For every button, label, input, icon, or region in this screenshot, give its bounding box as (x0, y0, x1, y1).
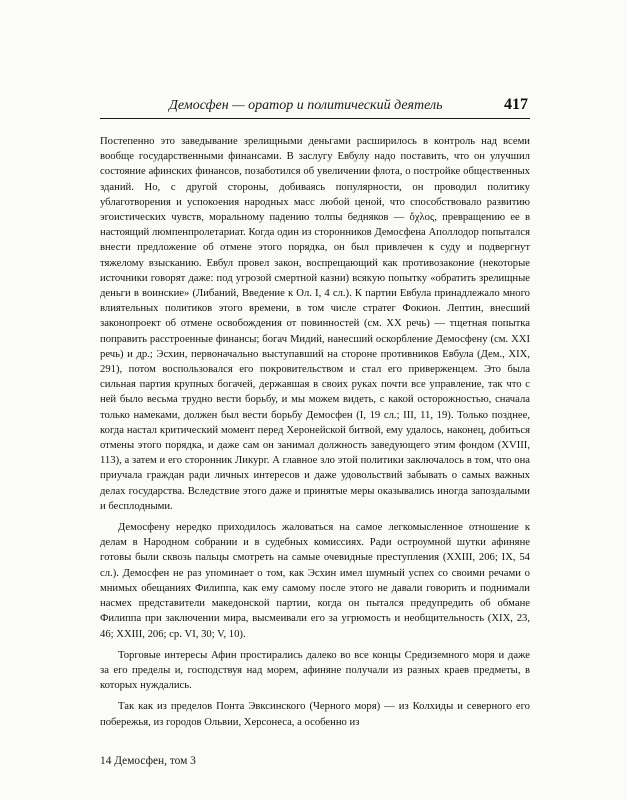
body-text (100, 134, 530, 734)
paragraph: Демосфену нередко приходилось жаловаться на самое легкомысленное отношение к делам в Народном собрании и в судебных комиссиях. Ради остроумной шутки афиняне готовы были сквозь пальцы смотреть на самые очевидные преступления (XXIII, 206; IX, 54 сл.). Демосфен не раз упоминает о том, как Эсхин имел шумный успех со своими речами о мнимых обещаниях Филиппа, как ему самому после этого не давали говорить и поднимали насмех представители македонской партии, когда он пытался предупредить об обмане Филиппа при заключении мира, высмеивали его за угрюмость и необщительность (XIX, 23, 46; XXIII, 206; ср. VI, 30; V, 10). (100, 522, 530, 640)
paragraph: Постепенно это заведывание зрелищными деньгами расширилось в контроль над всеми вообще государственными финансами. В заслугу Евбулу надо поставить, что он улучшил состояние афинских финансов, позаботился об увеличении флота, о постройке общественных зданий. Но, с другой стороны, добиваясь популярности, он проводил политику ублаготворения и успокоения народных масс любой ценой, что способствовало развитию эгоистических чувств, моральному падению толпы бедняков — ὄχλος, превращению ее в настоящий люмпенпролетариат. Когда один из сторонников Демосфена Аполлодор попытался внести предложение об отмене этого порядка, он был привлечен к суду и подвергнут тяжелому взысканию. Евбул провел закон, воспрещающий как противозаконие (некоторые источники говорят даже: под угрозой смертной казни) всякую попытку «обратить зрелищные деньги в воинские» (Либаний, Введение к Ол. I, 4 сл.). К партии Евбула принадлежало много влиятельных политиков этого времени, в том числе стратег Фокион. Лептин, внесший законопроект об отмене освобождения от повинностей (см. XX речь) — тщетная попытка поправить расстроенные финансы; богач Мидий, нанесший оскорбление Демосфену (см. XXI речь) и др.; Эсхин, первоначально выступавший на стороне противников Евбула (Дем., XIX, 291), потом воспользовался его покровительством и стал его приверженцем. Это была сильная партия крупных богачей, державшая в своих руках почти все управление, так что с ней было весьма трудно вести борьбу, и мы можем видеть, с какой осторожностью, сначала только намеками, должен был вести борьбу Демосфен (I, 19 сл.; III, 11, 19). Только позднее, когда настал критический момент перед Херонейской битвой, ему удалось, наконец, добиться отмены этого порядка, и даже сам он занимал должность заведующего этим фондом (XVIII, 113), а затем и его сторонник Ликург. А главное зло этой политики заключалось в том, что она приучала граждан ради личных интересов и даже удовольствий забывать о самых важных делах государства. Вследствие этого даже и принятые меры оказывались иногда запоздалыми и бесплодными. (100, 136, 530, 512)
paragraph: Торговые интересы Афин простирались далеко во все концы Средиземного моря и даже за его пределы и, господствуя над морем, афиняне получали из разных краев предметы, в которых нуждались. (100, 649, 530, 692)
printer-signature: 14 Демосфен, том 3 (100, 755, 196, 767)
paragraph: Так как из пределов Понта Эвксинского (Черного моря) — из Колхиды и северного его побережья, из городов Ольвии, Херсонеса, а особенно из (100, 701, 530, 728)
running-header (100, 96, 530, 119)
running-title: Демосфен — оратор и политический деятель (169, 98, 443, 113)
page-number: 417 (504, 96, 528, 113)
